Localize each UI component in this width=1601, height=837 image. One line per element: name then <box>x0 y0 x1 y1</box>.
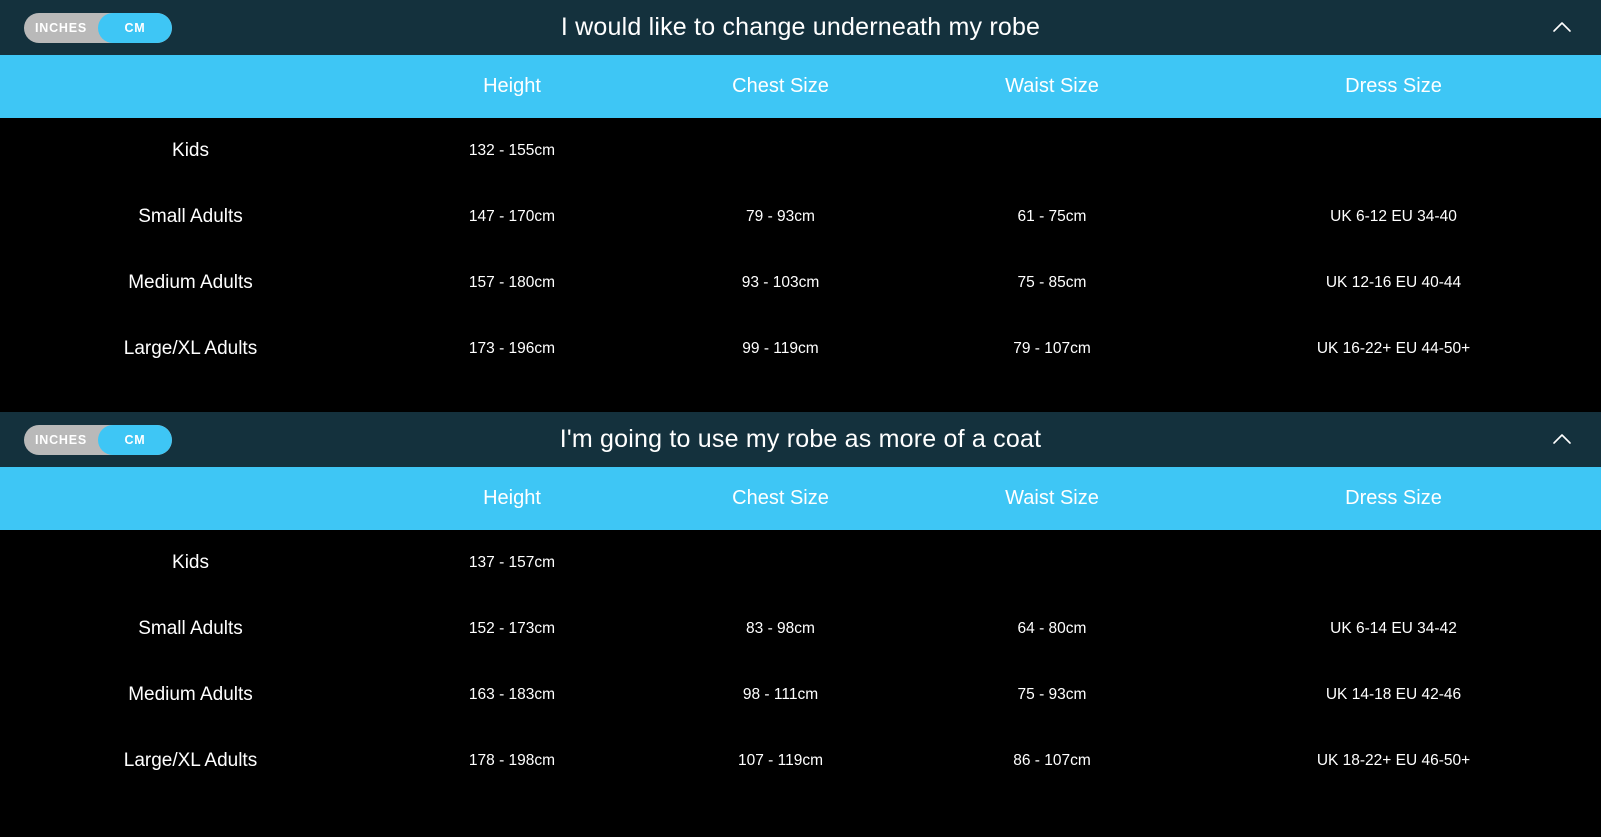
cell-height-small-2: 152 - 173cm <box>468 620 556 637</box>
table-row <box>0 530 1601 596</box>
cell-chest-large-1: 99 - 119cm <box>742 340 819 357</box>
cell-chest-large-2: 107 - 119cm <box>737 752 823 769</box>
row-label-small-adults-2: Small Adults <box>138 618 243 639</box>
cell-dress-small-2: UK 6-14 EU 34-42 <box>1330 620 1457 637</box>
section-divider <box>0 382 1601 412</box>
cell-waist-medium-2: 75 - 93cm <box>1017 686 1087 703</box>
table-row <box>0 662 1601 728</box>
unit-toggle-section-2[interactable] <box>24 425 172 455</box>
section-header-underneath-robe[interactable] <box>0 0 1601 55</box>
size-table-2 <box>0 467 1601 794</box>
cell-waist-large-2: 86 - 107cm <box>1013 752 1091 769</box>
cell-waist-kids-2 <box>918 530 1186 596</box>
cell-dress-large-1: UK 16-22+ EU 44-50+ <box>1316 340 1471 357</box>
cell-dress-kids-2 <box>1186 530 1601 596</box>
table-row <box>0 118 1601 184</box>
cell-chest-medium-2: 98 - 111cm <box>742 686 819 703</box>
row-label-kids-2: Kids <box>172 552 209 573</box>
section-title-2: I'm going to use my robe as more of a coat <box>559 425 1042 453</box>
size-table-1-head <box>0 55 1601 118</box>
cell-chest-small-2: 83 - 98cm <box>746 620 815 637</box>
cell-height-large-1: 173 - 196cm <box>468 340 556 357</box>
column-header-blank-2 <box>0 467 381 530</box>
row-label-large-adults-2: Large/XL Adults <box>123 750 258 771</box>
row-label-small-adults-1: Small Adults <box>138 206 243 227</box>
unit-option-cm-2[interactable]: CM <box>98 425 172 455</box>
cell-dress-large-2: UK 18-22+ EU 46-50+ <box>1316 752 1471 769</box>
size-table-2-body <box>0 530 1601 794</box>
section-title-1: I would like to change underneath my robe <box>560 13 1041 41</box>
table-header-row <box>0 55 1601 118</box>
cell-chest-medium-1: 93 - 103cm <box>741 274 820 291</box>
column-header-height-1: Height <box>381 55 643 118</box>
table-row <box>0 728 1601 794</box>
cell-height-kids-2: 137 - 157cm <box>468 554 556 571</box>
unit-toggle-section-1[interactable] <box>24 13 172 43</box>
cell-height-small-1: 147 - 170cm <box>468 208 556 225</box>
table-row <box>0 316 1601 382</box>
column-header-height-2: Height <box>381 467 643 530</box>
cell-height-medium-1: 157 - 180cm <box>468 274 556 291</box>
cell-dress-kids-1 <box>1186 118 1601 184</box>
cell-dress-medium-1: UK 12-16 EU 40-44 <box>1325 274 1462 291</box>
cell-waist-small-2: 64 - 80cm <box>1017 620 1087 637</box>
cell-waist-medium-1: 75 - 85cm <box>1017 274 1087 291</box>
row-label-kids-1: Kids <box>172 140 209 161</box>
chevron-up-icon-1[interactable] <box>1549 15 1575 41</box>
cell-chest-kids-2 <box>643 530 918 596</box>
cell-chest-kids-1 <box>643 118 918 184</box>
cell-height-medium-2: 163 - 183cm <box>468 686 556 703</box>
cell-waist-small-1: 61 - 75cm <box>1017 208 1087 225</box>
unit-option-inches-1[interactable]: INCHES <box>34 20 88 35</box>
section-header-robe-as-coat[interactable] <box>0 412 1601 467</box>
unit-option-inches-2[interactable]: INCHES <box>34 432 88 447</box>
cell-waist-kids-1 <box>918 118 1186 184</box>
column-header-waist-1: Waist Size <box>918 55 1186 118</box>
column-header-waist-2: Waist Size <box>918 467 1186 530</box>
column-header-dress-2: Dress Size <box>1186 467 1601 530</box>
cell-height-kids-1: 132 - 155cm <box>468 142 556 159</box>
row-label-large-adults-1: Large/XL Adults <box>123 338 258 359</box>
row-label-medium-adults-1: Medium Adults <box>128 272 253 293</box>
row-label-medium-adults-2: Medium Adults <box>128 684 253 705</box>
table-row <box>0 596 1601 662</box>
size-table-1-body <box>0 118 1601 382</box>
cell-height-large-2: 178 - 198cm <box>468 752 556 769</box>
column-header-chest-2: Chest Size <box>643 467 918 530</box>
column-header-blank-1 <box>0 55 381 118</box>
cell-waist-large-1: 79 - 107cm <box>1013 340 1091 357</box>
cell-chest-small-1: 79 - 93cm <box>746 208 815 225</box>
column-header-chest-1: Chest Size <box>643 55 918 118</box>
column-header-dress-1: Dress Size <box>1186 55 1601 118</box>
table-row <box>0 184 1601 250</box>
size-table-1 <box>0 55 1601 382</box>
cell-dress-small-1: UK 6-12 EU 34-40 <box>1330 208 1457 225</box>
cell-dress-medium-2: UK 14-18 EU 42-46 <box>1325 686 1462 703</box>
unit-option-cm-1[interactable]: CM <box>98 13 172 43</box>
table-row <box>0 250 1601 316</box>
chevron-up-icon-2[interactable] <box>1549 427 1575 453</box>
size-table-2-head <box>0 467 1601 530</box>
table-header-row <box>0 467 1601 530</box>
